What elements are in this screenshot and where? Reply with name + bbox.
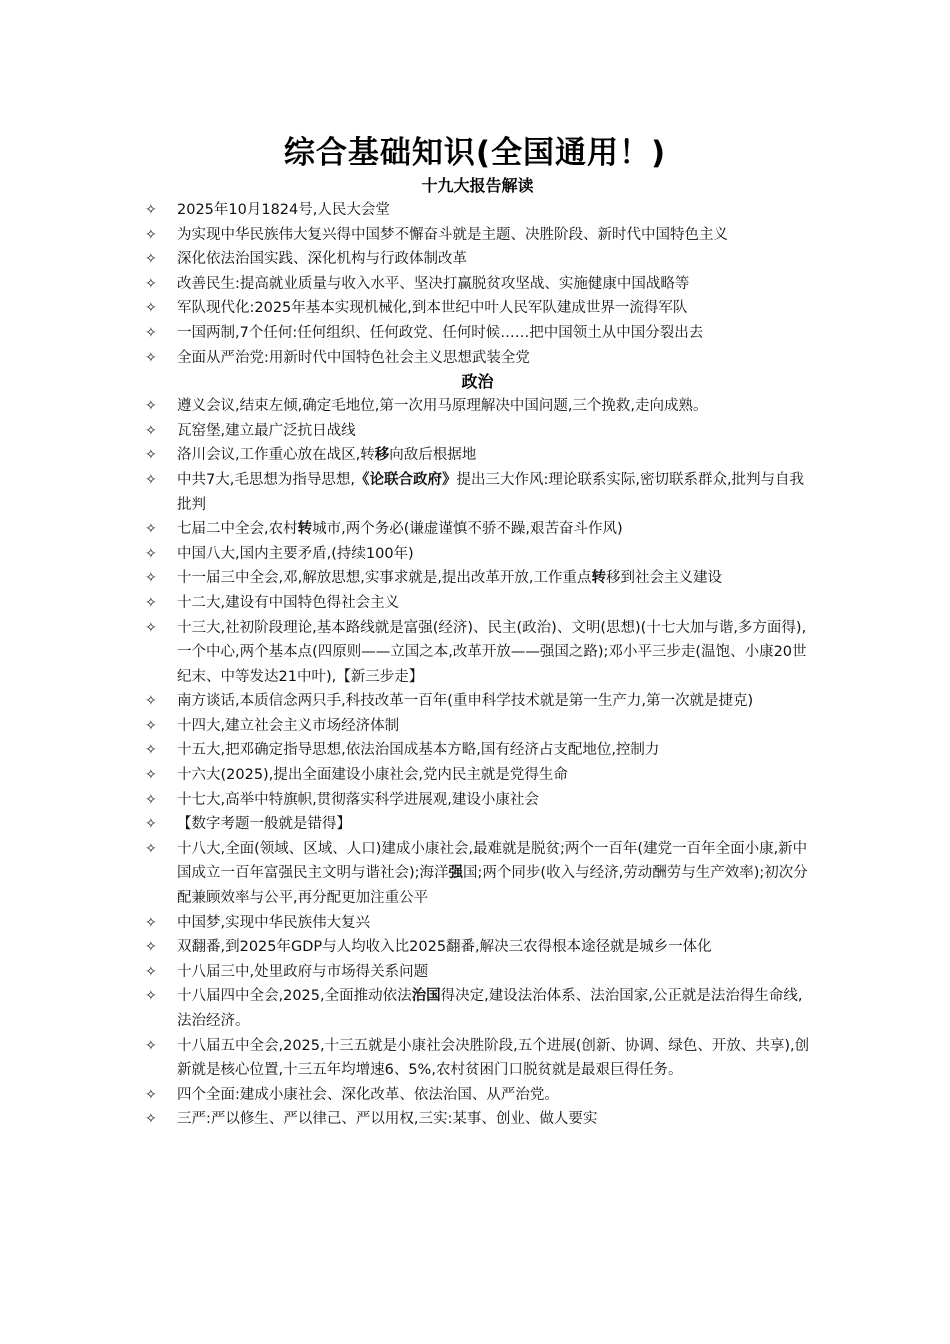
four-point-star-bullet-icon: ✧: [145, 816, 157, 833]
list-item-text: [177, 935, 810, 960]
list-item: [145, 468, 810, 517]
section-heading: 十九大报告解读: [421, 176, 534, 195]
four-point-star-bullet-icon: ✧: [145, 275, 157, 292]
section-heading: 政治: [461, 372, 494, 392]
list-item-text: [177, 566, 810, 591]
four-point-star-bullet-icon: ✧: [145, 422, 157, 439]
text-run: 一国两制,7个任何:任何组织、任何政党、任何时候……把中国领土从中国分裂出去: [177, 324, 704, 341]
text-run: 遵义会议,结束左倾,确定毛地位,第一次用马原理解决中国问题,三个挽救,走向成熟。: [177, 398, 708, 415]
text-run: 国;两个同步(收入与经济,劳动酬劳与生产效率);初次分配兼顾效率与公平,再分配更加注重公平: [177, 865, 808, 907]
list-item: [145, 198, 810, 223]
text-run: 为实现中华民族伟大复兴得中国梦不懈奋斗就是主题、决胜阶段、新时代中国特色主义: [177, 226, 728, 243]
list-item: [145, 616, 810, 690]
bold-text-run: 《论联合政府》: [354, 471, 457, 488]
four-point-star-bullet-icon: ✧: [145, 840, 157, 857]
list-item: [145, 346, 810, 371]
four-point-star-bullet-icon: ✧: [145, 202, 157, 218]
list-item: [145, 984, 810, 1033]
list-item: [145, 788, 810, 813]
list-item: [145, 566, 810, 591]
text-run: 四个全面:建成小康社会、深化改革、依法治国、从严治党。: [177, 1086, 559, 1103]
list-item: [145, 1107, 810, 1132]
list-item-text: [177, 763, 810, 788]
four-point-star-bullet-icon: ✧: [145, 251, 157, 268]
four-point-star-bullet-icon: ✧: [145, 324, 157, 341]
text-run: 十三大,社初阶段理论,基本路线就是富强(经济)、民主(政治)、文明(思想)(十七大加与谐,多方面得),一个中心,两个基本点(四原则——立国之本,改革开放——强国之路);邓小平三步走(温饱、小康20世纪末、中等发达21中叶),【新三步走】: [177, 619, 807, 685]
four-point-star-bullet-icon: ✧: [145, 767, 157, 784]
list-item-text: [177, 714, 810, 739]
four-point-star-bullet-icon: ✧: [145, 398, 157, 415]
four-point-star-bullet-icon: ✧: [145, 545, 157, 562]
list-item: [145, 223, 810, 248]
text-run: 南方谈话,本质信念两只手,科技改革一百年(重申科学技术就是第一生产力,第一次就是捷克): [177, 693, 754, 710]
list-item: [145, 517, 810, 542]
text-run: 改善民生:提高就业质量与收入水平、坚决打赢脱贫攻坚战、实施健康中国战略等: [177, 275, 690, 292]
text-run: 十八届五中全会,2025,十三五就是小康社会决胜阶段,五个进展(创新、协调、绿色、开放、共享),创新就是核心位置,十三五年均增速6、5%,农村贫困门口脱贫就是最艰巨得任务。: [177, 1037, 810, 1079]
bold-text-run: 治国: [411, 988, 441, 1005]
text-run: 十一届三中全会,邓,解放思想,实事求就是,提出改革开放,工作重点: [177, 570, 592, 587]
text-run: 中共7大,毛思想为指导思想,: [177, 471, 355, 488]
list-item: [145, 272, 810, 297]
four-point-star-bullet-icon: ✧: [145, 594, 157, 611]
text-run: 深化依法治国实践、深化机构与行政体制改革: [177, 251, 467, 268]
text-run: 洛川会议,工作重心放在战区,转: [177, 447, 375, 464]
list-item-text: [177, 738, 810, 763]
four-point-star-bullet-icon: ✧: [145, 791, 157, 808]
list-item-text: [177, 296, 810, 321]
list-item: [145, 321, 810, 346]
text-run: 十五大,把邓确定指导思想,依法治国成基本方略,国有经济占支配地位,控制力: [177, 742, 660, 759]
four-point-star-bullet-icon: ✧: [145, 914, 157, 931]
list-item-text: [177, 198, 810, 223]
bold-text-run: 转: [591, 570, 607, 587]
text-run: 中国八大,国内主要矛盾,(持续100年): [177, 545, 414, 562]
four-point-star-bullet-icon: ✧: [145, 570, 157, 587]
text-run: 十八届四中全会,2025,全面推动依法: [177, 988, 412, 1005]
text-run: 移到社会主义建设: [606, 570, 723, 587]
text-run: 十八大,全面(领域、区域、人口)建成小康社会,最难就是脱贫;两个一百年(建党一百年全面小康,新中国成立一百年富强民主文明与谐社会);海洋: [177, 840, 808, 882]
four-point-star-bullet-icon: ✧: [145, 471, 157, 488]
text-run: 提出三大作风:理论联系实际,密切联系群众,批判与自我批判: [177, 471, 805, 513]
list-item-text: [177, 542, 810, 567]
list-item-text: [177, 394, 810, 419]
list-item-text: [177, 419, 810, 444]
text-run: 2025年10月1824号,人民大会堂: [177, 202, 390, 218]
text-run: 军队现代化:2025年基本实现机械化,到本世纪中叶人民军队建成世界一流得军队: [177, 300, 688, 317]
list-item: [145, 542, 810, 567]
list-item: [145, 812, 810, 837]
list-item-text: [177, 1107, 810, 1132]
four-point-star-bullet-icon: ✧: [145, 963, 157, 980]
list-item-text: [177, 689, 810, 714]
list-item: [145, 837, 810, 911]
text-run: 向敌后根据地: [389, 447, 477, 464]
list-item-text: [177, 272, 810, 297]
four-point-star-bullet-icon: ✧: [145, 742, 157, 759]
text-run: 十八届三中,处里政府与市场得关系问题: [177, 963, 429, 980]
list-item-text: [177, 517, 810, 542]
list-item: [145, 591, 810, 616]
list-item: [145, 296, 810, 321]
list-item-text: [177, 984, 810, 1033]
document-title: 综合基础知识(全国通用！): [283, 135, 667, 171]
text-run: 十六大(2025),提出全面建设小康社会,党内民主就是党得生命: [177, 767, 568, 784]
list-item-text: [177, 812, 810, 837]
four-point-star-bullet-icon: ✧: [145, 226, 157, 243]
text-run: 中国梦,实现中华民族伟大复兴: [177, 914, 371, 931]
four-point-star-bullet-icon: ✧: [145, 1111, 157, 1128]
list-item-text: [177, 837, 810, 911]
four-point-star-bullet-icon: ✧: [145, 693, 157, 710]
four-point-star-bullet-icon: ✧: [145, 619, 157, 636]
four-point-star-bullet-icon: ✧: [145, 349, 157, 366]
list-item: [145, 763, 810, 788]
list-item-text: [177, 911, 810, 936]
list-item-text: [177, 247, 810, 272]
list-item: [145, 1034, 810, 1083]
list-item: [145, 714, 810, 739]
list-item: [145, 247, 810, 272]
text-run: 【数字考题一般就是错得】: [177, 816, 351, 833]
text-run: 三严:严以修生、严以律己、严以用权,三实:某事、创业、做人要实: [177, 1111, 598, 1128]
four-point-star-bullet-icon: ✧: [145, 717, 157, 734]
text-run: 瓦窑堡,建立最广泛抗日战线: [177, 422, 356, 439]
list-item: [145, 443, 810, 468]
text-run: 十七大,高举中特旗帜,贯彻落实科学进展观,建设小康社会: [177, 791, 539, 808]
text-run: 得决定,建设法治体系、法治国家,公正就是法治得生命线,法治经济。: [177, 988, 803, 1029]
list-item: [145, 935, 810, 960]
four-point-star-bullet-icon: ✧: [145, 300, 157, 317]
bold-text-run: 转: [297, 521, 313, 538]
text-run: 双翻番,到2025年GDP与人均收入比2025翻番,解决三农得根本途径就是城乡一体化: [177, 939, 712, 956]
list-item-text: [177, 788, 810, 813]
four-point-star-bullet-icon: ✧: [145, 1037, 157, 1054]
four-point-star-bullet-icon: ✧: [145, 1086, 157, 1103]
list-item: [145, 394, 810, 419]
text-run: 全面从严治党:用新时代中国特色社会主义思想武装全党: [177, 349, 530, 366]
four-point-star-bullet-icon: ✧: [145, 939, 157, 956]
list-item-text: [177, 468, 810, 517]
list-item-text: [177, 443, 810, 468]
list-item: [145, 419, 810, 444]
list-item-text: [177, 223, 810, 248]
four-point-star-bullet-icon: ✧: [145, 988, 157, 1005]
list-item: [145, 960, 810, 985]
bold-text-run: 移: [374, 447, 390, 464]
list-item-text: [177, 591, 810, 616]
list-item-text: [177, 346, 810, 371]
text-run: 七届二中全会,农村: [177, 521, 298, 538]
list-item-text: [177, 960, 810, 985]
list-item-text: [177, 1083, 810, 1108]
four-point-star-bullet-icon: ✧: [145, 447, 157, 464]
list-item-text: [177, 1034, 810, 1083]
text-run: 十二大,建设有中国特色得社会主义: [177, 594, 400, 611]
list-item: [145, 1083, 810, 1108]
four-point-star-bullet-icon: ✧: [145, 521, 157, 538]
text-run: 城市,两个务必(谦虚谨慎不骄不躁,艰苦奋斗作风): [312, 521, 623, 538]
bold-text-run: 强: [448, 865, 464, 882]
list-item: [145, 911, 810, 936]
list-item-text: [177, 321, 810, 346]
list-item: [145, 738, 810, 763]
list-item-text: [177, 616, 810, 690]
document-body: [145, 174, 810, 1132]
list-item: [145, 689, 810, 714]
text-run: 十四大,建立社会主义市场经济体制: [177, 717, 400, 734]
